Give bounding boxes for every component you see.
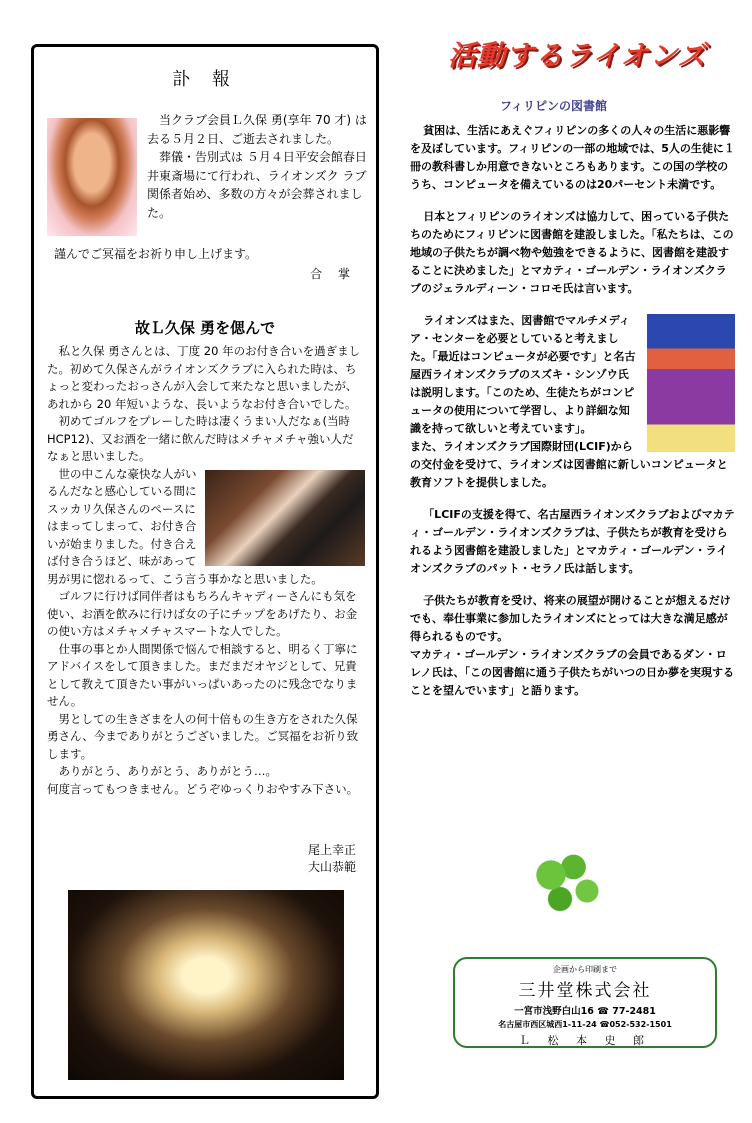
memoir-paragraph: ゴルフに行けば同伴者はもちろんキャディーさんにも気を使い、お酒を飲みに行けば女の子にチップをあげたり、お金の使い方はメチャメチャスマートな人でした。 <box>47 589 358 638</box>
notice-paragraph-1: 当クラブ会員Ｌ久保 勇(享年 70 才) は去る５月２日、ご逝去されました。 <box>147 113 367 146</box>
article-paragraph: マカティ・ゴールデン・ライオンズクラブの会員であるダン・ロレノ氏は、「この図書館に通う子供たちがいつの日か夢を実現することを望んでいます」と語ります。 <box>410 648 735 697</box>
signoff: 合 掌 <box>310 267 356 281</box>
memoir-paragraph: 私と久保 勇さんとは、丁度 20 年のお付き合いを過ぎました。初めて久保さんがライオンズクラブに入られた時は、ちょっと変わったおっさんが入会して来たなと思いましたが、あれから 20 年短いような、長いようなお付き合いでした。 <box>47 344 361 411</box>
section-title: 活動するライオンズ <box>448 39 707 72</box>
article-paragraph: 貧困は、生活にあえぐフィリピンの多くの人々の生活に悪影響を及ぼしています。フィリピンの一部の地域では、5人の生徒に１冊の教科書しか用意できないところもあります。この国の学校のうち、コンピュータを備えているのは20パーセント未満です。 <box>410 124 735 191</box>
article-paragraph: 日本とフィリピンのライオンズは協力して、困っている子供たちのためにフィリピンに図書館を建設しました。「私たちは、この地域の子供たちが調べ物や勉強をできるように、図書館を建設することに決めました」とマカティ・ゴールデン・ライオンズクラブのジェラルディーン・コロモ氏は言います。 <box>410 210 734 295</box>
authors <box>308 842 356 876</box>
funeral-altar-photo <box>68 890 344 1080</box>
article-paragraph: 子供たちが教育を受け、将来の展望が開けることが想えるだけでも、奉仕事業に参加したライオンズにとっては大きな満足感が得られるものです。 <box>410 594 731 643</box>
ad-tagline: 企画から印刷まで <box>553 965 617 974</box>
child-reading-illustration <box>647 314 735 452</box>
obituary-title: 訃 報 <box>172 69 238 90</box>
obituary-panel <box>31 44 379 1099</box>
article-paragraph: ライオンズはまた、図書館でマルチメディア・センターを必要としていると考えました。「最近はコンピュータが必要です」と名古屋西ライオンズクラブのスズキ・シンゾウ氏は説明します。「このため、生徒たちがコンピュータの使用について学習し、より詳細な知識を持って欲しいと考えています」。 <box>410 314 636 435</box>
dinner-photo <box>205 470 365 566</box>
clover-fairy-illustration <box>524 843 614 923</box>
memoir-paragraph: 世の中こんな豪快な人がいるんだなと感心している間にスッカリ久保さんのペースにはまってしまって、お付き合いが始まりました。付き合えば付き合うほど、味があって男が男に惚れるって、こう言う事かなと思いました。 <box>47 466 323 586</box>
article-paragraph: 「LCIFの支援を得て、名古屋西ライオンズクラブおよびマカティ・ゴールデン・ライオンズクラブは、子供たちが教育を受けられるよう図書館を建設しました」とマカティ・ゴールデン・ライオンズクラブのパット・セラノ氏は話します。 <box>410 508 735 575</box>
obituary-notice <box>147 111 369 222</box>
lions-article <box>410 122 735 700</box>
memoir-paragraph: 男としての生きざまを人の何十倍もの生き方をされた久保 勇さん、今までありがとうございました。ご冥福をお祈り致します。 <box>47 711 359 761</box>
memoir-paragraph: 初めてゴルフをプレーした時は凄くうまい人だなぁ(当時 HCP12)、又お酒を一緒に飲んだ時はメチャメチャ強い人だなぁと思いました。 <box>47 414 354 463</box>
ad-company-name: 三井堂株式会社 <box>518 981 652 1001</box>
memoir-paragraph: 何度言ってもつきません。どうぞゆっくりおやすみ下さい。 <box>47 781 359 796</box>
notice-paragraph-2: 葬儀・告別式は ５月４日平安会館春日井東斎場にて行われ、ライオンズク ラブ関係者始め、多数の方々が会葬されました。 <box>147 150 367 220</box>
ad-address: 名古屋市西区城西1-11-24 ☎052-532-1501 <box>498 1020 672 1029</box>
article-subtitle: フィリピンの図書館 <box>500 99 608 113</box>
author-name: 尾上幸正 <box>307 843 356 857</box>
ad-address: 一宮市浅野白山16 ☎ 77-2481 <box>514 1006 656 1017</box>
portrait-photo <box>47 118 137 236</box>
memorial-text <box>47 343 365 798</box>
author-name: 大山恭範 <box>307 860 356 874</box>
ad-contact-person: Ｌ 松 本 史 郎 <box>519 1034 651 1047</box>
condolence-line: 謹んでご冥福をお祈り申し上げます。 <box>54 247 258 261</box>
article-paragraph: また、ライオンズクラブ国際財団(LCIF)からの交付金を受けて、ライオンズは図書館に新しいコンピュータと教育ソフトを提供しました。 <box>410 440 728 489</box>
advertisement <box>453 957 717 1048</box>
memoir-paragraph: ありがとう、ありがとう、ありがとう…。 <box>58 764 277 778</box>
memorial-title: 故Ｌ久保 勇を偲んで <box>134 319 276 337</box>
memoir-paragraph: 仕事の事とか人間関係で悩んで相談すると、明るく丁寧にアドバイスをして頂きました。まだまだオヤジとして、兄貴として教えて頂きたい事がいっぱいあったのに残念でなりません。 <box>47 641 358 708</box>
